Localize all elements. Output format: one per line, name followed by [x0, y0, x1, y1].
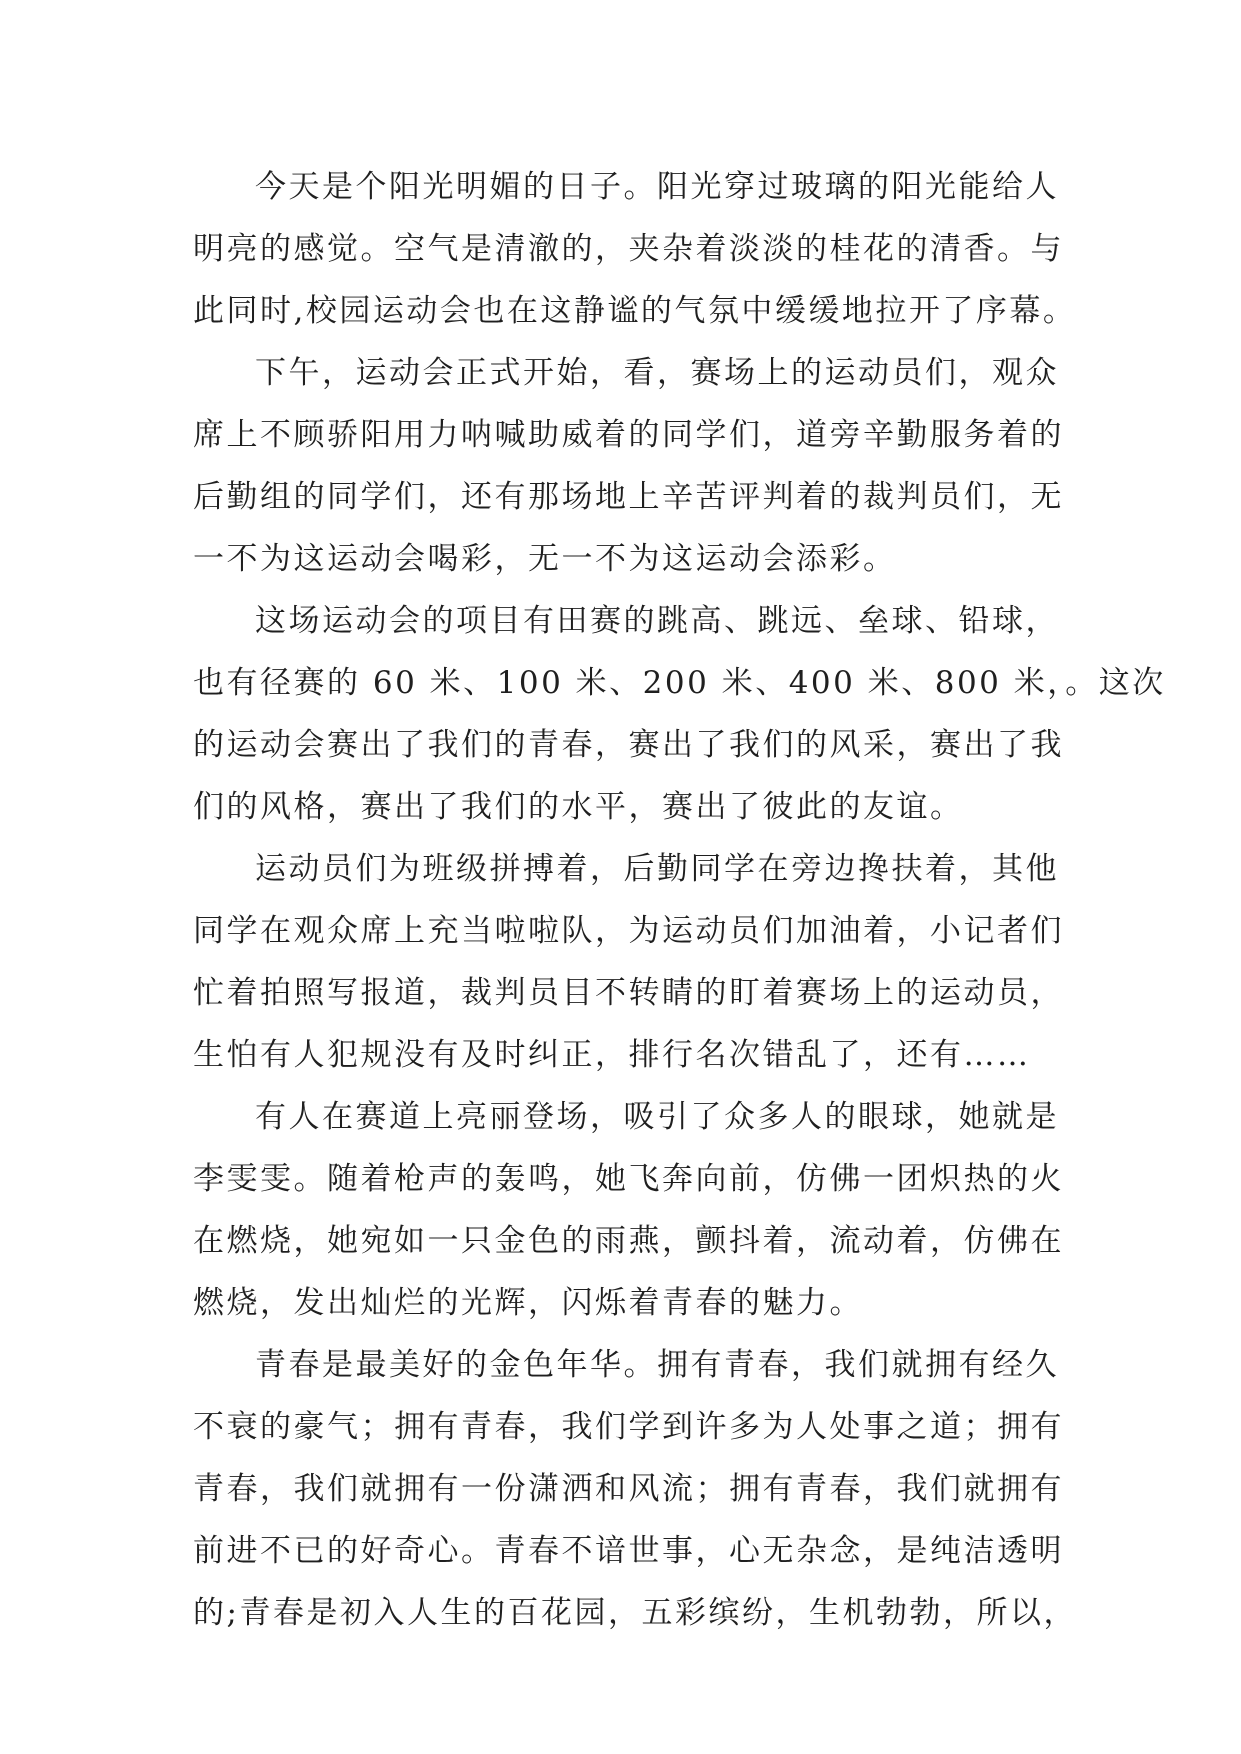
text-line: 的;青春是初入人生的百花园，五彩缤纷，生机勃勃，所以， — [193, 1595, 1077, 1631]
text-line: 有人在赛道上亮丽登场，吸引了众多人的眼球，她就是 — [255, 1099, 1059, 1135]
paragraph-youth — [193, 1334, 1077, 1644]
text-line: 忙着拍照写报道，裁判员目不转睛的盯着赛场上的运动员， — [193, 975, 1064, 1011]
text-line: 也有径赛的 60 米、100 米、200 米、400 米、800 米，。这次 — [193, 665, 1166, 701]
text-line: 后勤组的同学们，还有那场地上辛苦评判着的裁判员们，无 — [193, 479, 1064, 515]
text-line: 在燃烧，她宛如一只金色的雨燕，颤抖着，流动着，仿佛在 — [193, 1223, 1064, 1259]
text-line: 此同时,校园运动会也在这静谧的气氛中缓缓地拉开了序幕。 — [193, 293, 1077, 329]
text-line: 同学在观众席上充当啦啦队，为运动员们加油着，小记者们 — [193, 913, 1064, 949]
text-line: 李雯雯。随着枪声的轰鸣，她飞奔向前，仿佛一团炽热的火 — [193, 1161, 1064, 1197]
text-line: 青春，我们就拥有一份潇洒和风流；拥有青春，我们就拥有 — [193, 1471, 1064, 1507]
essay-body — [193, 156, 1166, 1644]
text-line: 下午，运动会正式开始，看，赛场上的运动员们，观众 — [255, 355, 1059, 391]
text-line: 青春是最美好的金色年华。拥有青春，我们就拥有经久 — [255, 1347, 1059, 1383]
paragraph-athletes — [193, 838, 1073, 1086]
text-line: 这场运动会的项目有田赛的跳高、跳远、垒球、铅球， — [255, 603, 1059, 639]
text-line: 生怕有人犯规没有及时纠正，排行名次错乱了，还有…… — [193, 1037, 1031, 1073]
text-line: 们的风格，赛出了我们的水平，赛出了彼此的友谊。 — [193, 789, 964, 825]
text-line: 的运动会赛出了我们的青春，赛出了我们的风采，赛出了我 — [193, 727, 1064, 763]
text-line: 燃烧，发出灿烂的光辉，闪烁着青春的魅力。 — [193, 1285, 863, 1321]
text-line: 明亮的感觉。空气是清澈的，夹杂着淡淡的桂花的清香。与 — [193, 231, 1064, 267]
paragraph-events — [193, 590, 1166, 838]
paragraph-afternoon — [193, 342, 1073, 590]
text-line: 前进不已的好奇心。青春不谙世事，心无杂念，是纯洁透明 — [193, 1533, 1064, 1569]
text-line: 运动员们为班级拼搏着，后勤同学在旁边搀扶着，其他 — [255, 851, 1059, 887]
paragraph-runner — [193, 1086, 1073, 1334]
text-line: 席上不顾骄阳用力呐喊助威着的同学们，道旁辛勤服务着的 — [193, 417, 1064, 453]
text-line: 不衰的豪气；拥有青春，我们学到许多为人处事之道；拥有 — [193, 1409, 1064, 1445]
text-line: 今天是个阳光明媚的日子。阳光穿过玻璃的阳光能给人 — [255, 169, 1059, 205]
paragraph-sunny-day — [193, 156, 1077, 342]
text-line: 一不为这运动会喝彩，无一不为这运动会添彩。 — [193, 541, 897, 577]
